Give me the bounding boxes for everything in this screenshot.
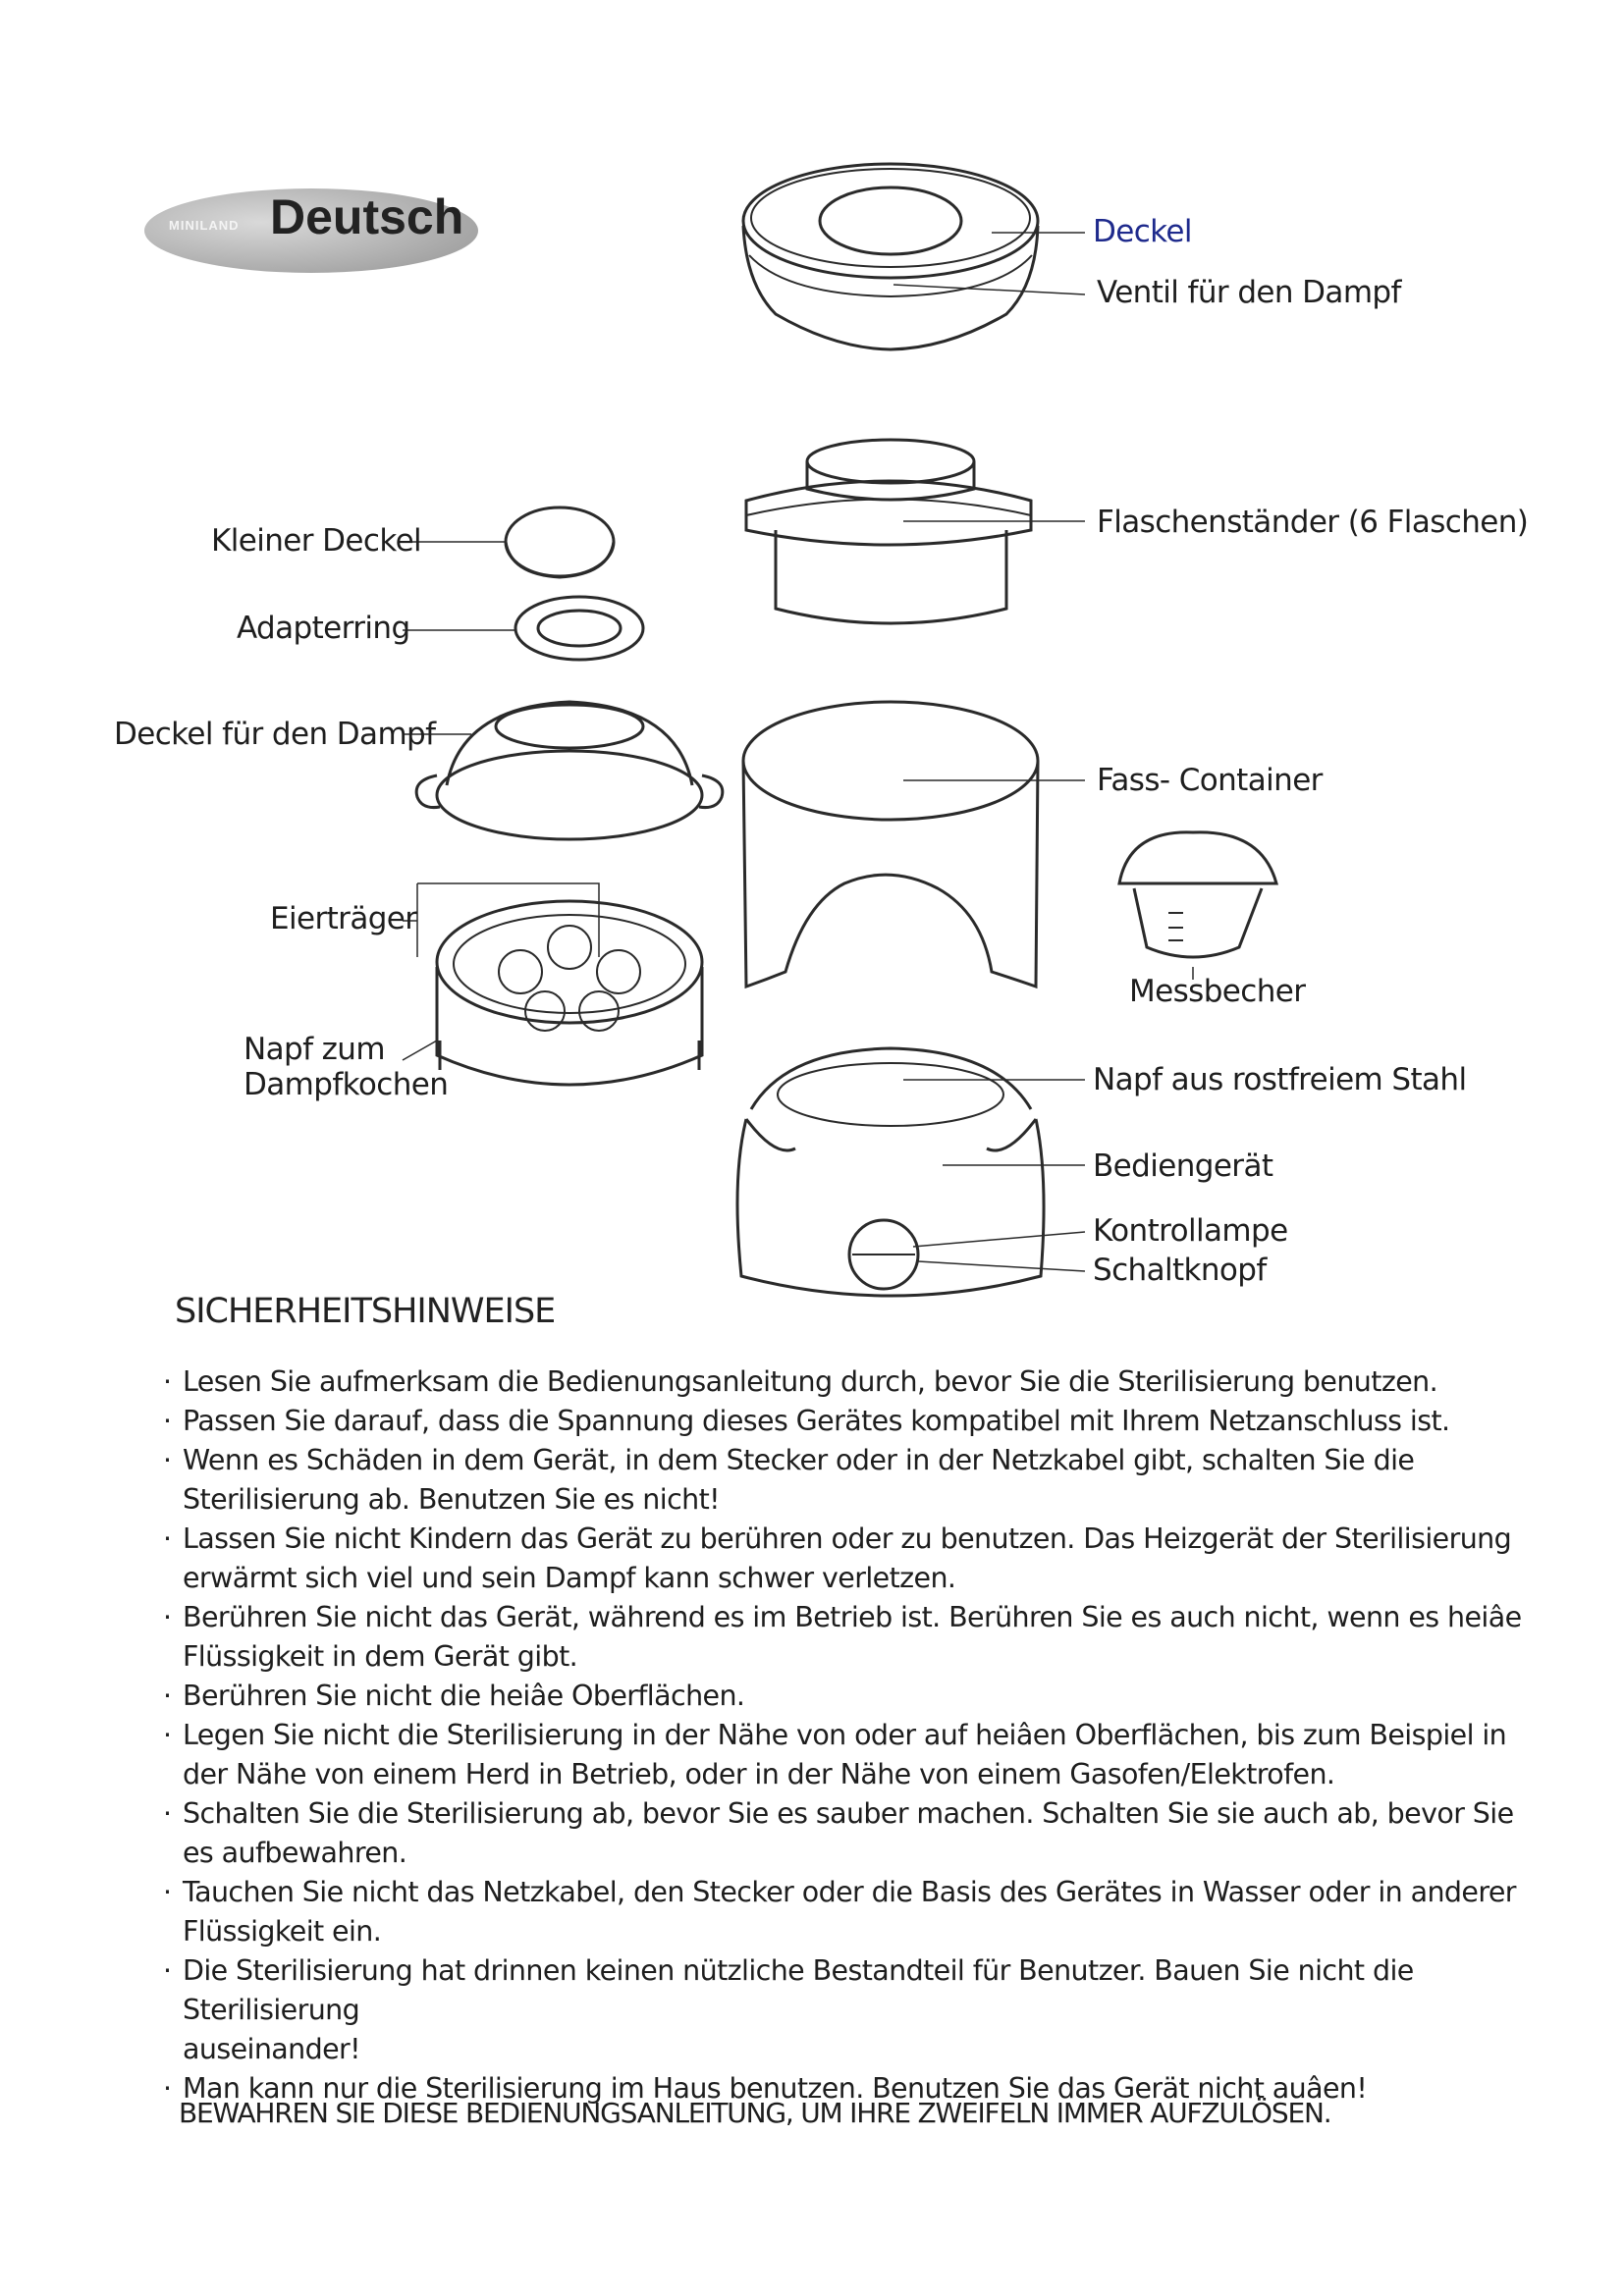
- safety-item-line: Die Sterilisierung hat drinnen keinen nützliche Bestandteil für Benutzer. Bauen Sie nicht die Sterilisierung: [183, 1954, 1414, 2026]
- safety-item-line: Wenn es Schäden in dem Gerät, in dem Stecker oder in der Netzkabel gibt, schalten Sie die: [183, 1444, 1415, 1476]
- safety-item: [163, 1794, 1538, 1873]
- bullet: ·: [163, 1601, 172, 1633]
- leader-lines: [403, 233, 1193, 1271]
- safety-item-line: Legen Sie nicht die Sterilisierung in der Nähe von oder auf heiâen Oberflächen, bis zum Beispiel in: [183, 1719, 1507, 1751]
- safety-item-line: Passen Sie darauf, dass die Spannung dieses Gerätes kompatibel mit Ihrem Netzanschluss ist.: [183, 1405, 1450, 1437]
- safety-item-line: der Nähe von einem Herd in Betrieb, oder in der Nähe von einem Gasofen/Elektrofen.: [183, 1758, 1335, 1790]
- safety-item-line: erwärmt sich viel und sein Dampf kann schwer verletzen.: [183, 1562, 956, 1594]
- safety-item: [163, 1598, 1538, 1677]
- safety-item: [163, 1951, 1538, 2069]
- safety-item: [163, 1520, 1538, 1598]
- page-language-title: Deutsch: [270, 189, 464, 244]
- label-indicator-lamp: Kontrollampe: [1093, 1213, 1288, 1249]
- steam-lid-drawing: [416, 702, 723, 839]
- label-steam-valve: Ventil für den Dampf: [1097, 275, 1401, 310]
- safety-item-line: Schalten Sie die Sterilisierung ab, bevor Sie es sauber machen. Schalten Sie sie auch ab, bevor Sie: [183, 1797, 1514, 1830]
- small-lid-drawing: [506, 507, 614, 577]
- safety-item: [163, 1677, 1538, 1716]
- bullet: ·: [163, 1444, 172, 1476]
- label-small-lid: Kleiner Deckel: [211, 523, 422, 559]
- safety-item: [163, 1441, 1538, 1520]
- logo-brand: MINILAND: [169, 218, 240, 233]
- safety-item-line: auseinander!: [183, 2033, 360, 2065]
- safety-item-line: Sterilisierung ab. Benutzen Sie es nicht!: [183, 1483, 721, 1516]
- safety-item-line: Berühren Sie nicht die heiâe Oberflächen.: [183, 1680, 745, 1712]
- bullet: ·: [163, 1954, 172, 1987]
- adapter-ring-drawing: [515, 597, 643, 660]
- label-steam-bowl-line2: Dampfkochen: [244, 1067, 449, 1102]
- safety-item-line: Tauchen Sie nicht das Netzkabel, den Stecker oder die Basis des Gerätes in Wasser oder in anderer: [183, 1876, 1516, 1908]
- safety-item: [163, 1716, 1538, 1794]
- label-container: Fass- Container: [1097, 763, 1323, 798]
- safety-item-line: Flüssigkeit in dem Gerät gibt.: [183, 1640, 578, 1673]
- steam-bowl-drawing: [437, 901, 702, 1085]
- bullet: ·: [163, 1405, 172, 1437]
- safety-item-line: Lassen Sie nicht Kindern das Gerät zu berühren oder zu benutzen. Das Heizgerät der Sterilisierung: [183, 1522, 1512, 1555]
- safety-item-line: Berühren Sie nicht das Gerät, während es im Betrieb ist. Berühren Sie es auch nicht, wenn es heiâe: [183, 1601, 1522, 1633]
- label-lid: Deckel: [1093, 214, 1192, 249]
- safety-list: [163, 1362, 1538, 2109]
- label-steam-lid: Deckel für den Dampf: [114, 717, 436, 752]
- safety-footer: BEWAHREN SIE DIESE BEDIENUNGSANLEITUNG, UM IHRE ZWEIFELN IMMER AUFZULÖSEN.: [179, 2097, 1331, 2129]
- safety-item: [163, 1402, 1538, 1441]
- safety-item: [163, 1873, 1538, 1951]
- base-unit-drawing: [737, 1048, 1044, 1296]
- bullet: ·: [163, 1522, 172, 1555]
- safety-item-line: es aufbewahren.: [183, 1837, 407, 1869]
- safety-item-line: Lesen Sie aufmerksam die Bedienungsanleitung durch, bevor Sie die Sterilisierung benutzen.: [183, 1365, 1438, 1398]
- container-drawing: [743, 702, 1038, 987]
- bullet: ·: [163, 1365, 172, 1398]
- label-switch: Schaltknopf: [1093, 1253, 1267, 1288]
- bottle-rack-drawing: [746, 440, 1031, 623]
- bullet: ·: [163, 1719, 172, 1751]
- safety-item-line: Flüssigkeit ein.: [183, 1915, 382, 1948]
- bullet: ·: [163, 1876, 172, 1908]
- measuring-cup-drawing: [1119, 832, 1276, 957]
- lid-drawing: [743, 164, 1038, 349]
- label-adapter-ring: Adapterring: [237, 611, 410, 646]
- label-steel-bowl: Napf aus rostfreiem Stahl: [1093, 1062, 1467, 1097]
- label-steam-bowl-line1: Napf zum: [244, 1032, 385, 1067]
- safety-item-line: Man kann nur die Sterilisierung im Haus benutzen. Benutzen Sie das Gerät nicht auâen!: [183, 2072, 1368, 2105]
- bullet: ·: [163, 1680, 172, 1712]
- safety-item: [163, 1362, 1538, 1402]
- label-egg-holder: Eierträger: [270, 901, 417, 936]
- bullet: ·: [163, 1797, 172, 1830]
- label-control-unit: Bediengerät: [1093, 1148, 1273, 1184]
- safety-title: SICHERHEITSHINWEISE: [175, 1292, 556, 1331]
- label-bottle-rack: Flaschenständer (6 Flaschen): [1097, 505, 1529, 540]
- label-measuring-cup: Messbecher: [1129, 974, 1306, 1009]
- bullet: ·: [163, 2072, 172, 2105]
